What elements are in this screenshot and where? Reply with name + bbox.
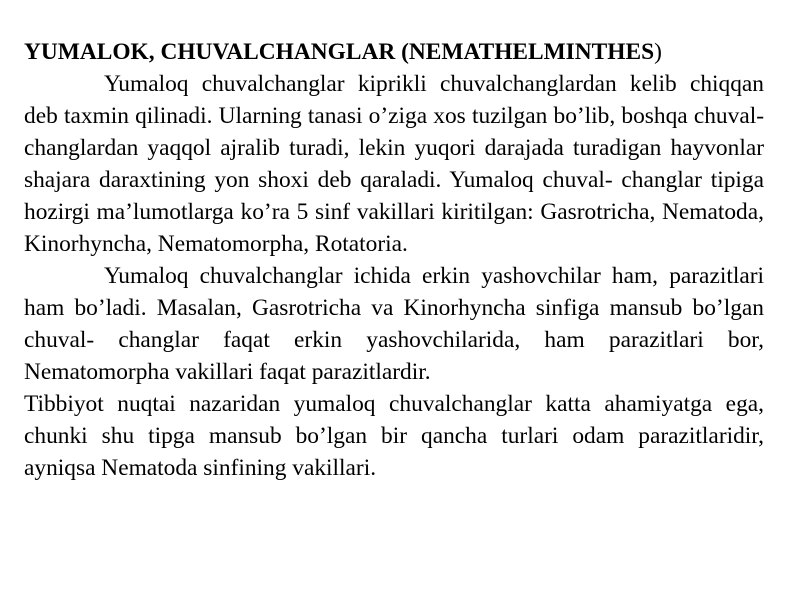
title-text: YUMALOK, CHUVALCHANGLAR (NEMATHELMINTHES — [24, 39, 655, 65]
document-title — [24, 36, 764, 68]
paragraph-3: Tibbiyot nuqtai nazaridan yumaloq chuvalchanglar katta ahamiyatga ega, chunki shu tipga mansub bo’lgan bir qancha turlari odam parazitlaridir, ayniqsa Nematoda sinfining vakillari. — [24, 391, 764, 481]
document-page — [24, 36, 764, 484]
title-close-paren: ) — [654, 39, 662, 65]
paragraph-2: Yumaloq chuvalchanglar ichida erkin yashovchilar ham, parazitlari ham bo’ladi. Masalan, Gasrotricha va Kinorhyncha sinfiga mansub bo’lgan chuval- changlar faqat erkin yashovchilarida, ham parazitlari bor, Nematomorpha vakillari faqat parazitlardir. — [24, 263, 764, 385]
paragraph-1: Yumaloq chuvalchanglar kiprikli chuvalchanglardan kelib chiqqan deb taxmin qilinadi. Ularning tanasi o’ziga xos tuzilgan bo’lib, boshqa chuval- changlardan yaqqol ajralib turadi, lekin yuqori darajada turadigan hayvonlar shajara daraxtining yon shoxi deb qaraladi. Yumaloq chuval- changlar tipiga hozirgi ma’lumotlarga ko’ra 5 sinf vakillari kiritilgan: Gasrotricha, Nematoda, Kinorhyncha, Nematomorpha, Rotatoria. — [24, 71, 764, 257]
